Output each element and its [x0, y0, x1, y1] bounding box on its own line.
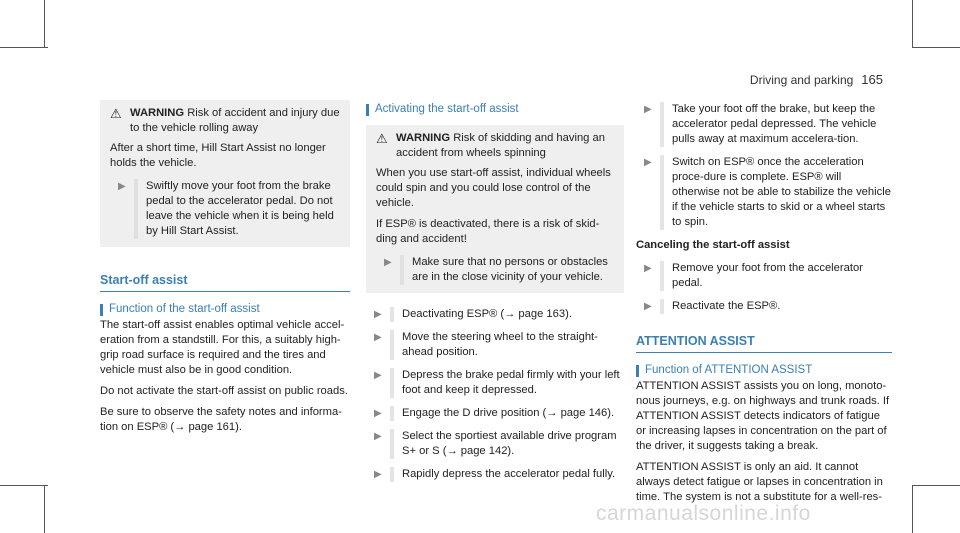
instruction-step [636, 102, 892, 147]
step-text: Select the sportiest available drive program S+ or S (→ page 142). [390, 429, 624, 459]
subheading-text: Function of ATTENTION ASSIST [645, 364, 813, 376]
step-arrow-icon: ▶ [374, 469, 382, 480]
step-text: Make sure that no persons or obstacles are in the close vicinity of your vehicle. [400, 255, 614, 285]
subheading-bar [100, 304, 103, 316]
header-section: Driving and parking [749, 73, 854, 87]
warning-box [366, 125, 624, 293]
paragraph: ATTENTION ASSIST is only an aid. It cannot always detect fatigue or lapses in concentration in time. The system is not a substitute for a well-res- [636, 461, 883, 503]
warning-icon: ⚠ [376, 131, 388, 146]
page-number: 165 [861, 72, 883, 87]
instruction-step [366, 330, 624, 360]
instruction-step [636, 261, 892, 291]
subheading [636, 363, 892, 378]
step-text: Deactivating ESP® (→ page 163). [390, 307, 624, 322]
page-header [750, 72, 883, 87]
instruction-step [366, 406, 624, 421]
step-text: Switch on ESP® once the acceleration proce-dure is complete. ESP® will otherwise not be able to stabilize the vehicle if the vehicle starts to skid or a wheel starts to spin. [660, 155, 892, 230]
cancel-heading: Canceling the start-off assist [636, 239, 790, 251]
crop-mark [912, 485, 913, 533]
step-arrow-icon: ▶ [644, 301, 652, 312]
crop-mark [0, 47, 48, 48]
step-arrow-icon: ▶ [118, 181, 126, 192]
column-2 [366, 100, 624, 482]
step-text: Take your foot off the brake, but keep the accelerator pedal depressed. The vehicle pulls away at maximum accelera-tion. [660, 102, 892, 147]
step-text: Depress the brake pedal firmly with your left foot and keep it depressed. [390, 368, 624, 398]
instruction-step [366, 429, 624, 459]
paragraph: ATTENTION ASSIST assists you on long, monoto-nous journeys, e.g. on highways and trunk roads. If ATTENTION ASSIST detects indicators of fatigue or increasing lapses in concentration on the part of the driver, it suggests taking a break. [636, 380, 890, 452]
step-arrow-icon: ▶ [374, 309, 382, 320]
subheading [366, 102, 624, 117]
column-3 [636, 100, 892, 511]
crop-mark [912, 0, 913, 48]
warning-box [100, 100, 350, 247]
paragraph: Be sure to observe the safety notes and informa-tion on ESP® (→ page 161). [100, 406, 342, 433]
warning-body: After a short time, Hill Start Assist no longer holds the vehicle. [110, 142, 326, 169]
crop-mark [0, 485, 48, 486]
warning-body: When you use start-off assist, individual wheels could spin and you could lose control of the vehicle. [376, 167, 611, 209]
warning-title: WARNING [396, 132, 451, 144]
instruction-step [366, 368, 624, 398]
crop-mark [912, 485, 960, 486]
step-arrow-icon: ▶ [374, 370, 382, 381]
crop-mark [912, 47, 960, 48]
warning-text: Risk of skidding and having an accident from wheels spinning [396, 132, 605, 159]
warning-step [376, 255, 614, 285]
section-title: ATTENTION ASSIST [636, 334, 892, 353]
step-text: Swiftly move your foot from the brake pedal to the accelerator pedal. Do not leave the vehicle when it is being held by Hill Start Assist. [134, 179, 340, 239]
step-arrow-icon: ▶ [374, 408, 382, 419]
step-arrow-icon: ▶ [644, 104, 652, 115]
paragraph: Do not activate the start-off assist on public roads. [100, 385, 348, 397]
warning-icon: ⚠ [110, 106, 122, 121]
instruction-step [636, 299, 892, 314]
column-1 [100, 100, 350, 441]
step-arrow-icon: ▶ [374, 332, 382, 343]
step-arrow-icon: ▶ [644, 157, 652, 168]
step-arrow-icon: ▶ [374, 431, 382, 442]
instruction-step [636, 155, 892, 230]
section-title: Start-off assist [100, 273, 350, 292]
subheading-bar [366, 104, 369, 116]
instruction-step [366, 467, 624, 482]
step-text: Engage the D drive position (→ page 146). [390, 406, 624, 421]
step-arrow-icon: ▶ [644, 263, 652, 274]
subheading-text: Activating the start-off assist [375, 103, 519, 115]
instruction-step [366, 307, 624, 322]
warning-title: WARNING [130, 107, 185, 119]
subheading [100, 302, 350, 317]
step-text: Reactivate the ESP®. [660, 299, 892, 314]
subheading-text: Function of the start-off assist [109, 303, 260, 315]
warning-body: If ESP® is deactivated, there is a risk of skid-ding and accident! [376, 218, 600, 245]
paragraph: The start-off assist enables optimal vehicle accel-eration from a standstill. For this, a suitably high-grip road surface is required and the tires and vehicle must also be in good condition. [100, 319, 345, 376]
step-text: Rapidly depress the accelerator pedal fully. [390, 467, 624, 482]
crop-mark [44, 0, 45, 48]
step-text: Move the steering wheel to the straight-ahead position. [390, 330, 624, 360]
step-text: Remove your foot from the accelerator pedal. [660, 261, 892, 291]
step-arrow-icon: ▶ [384, 257, 392, 268]
warning-step [110, 179, 340, 239]
warning-text: Risk of accident and injury due to the vehicle rolling away [130, 107, 340, 134]
subheading-bar [636, 365, 639, 377]
watermark: carmanualsonline.info [596, 502, 811, 525]
crop-mark [44, 485, 45, 533]
